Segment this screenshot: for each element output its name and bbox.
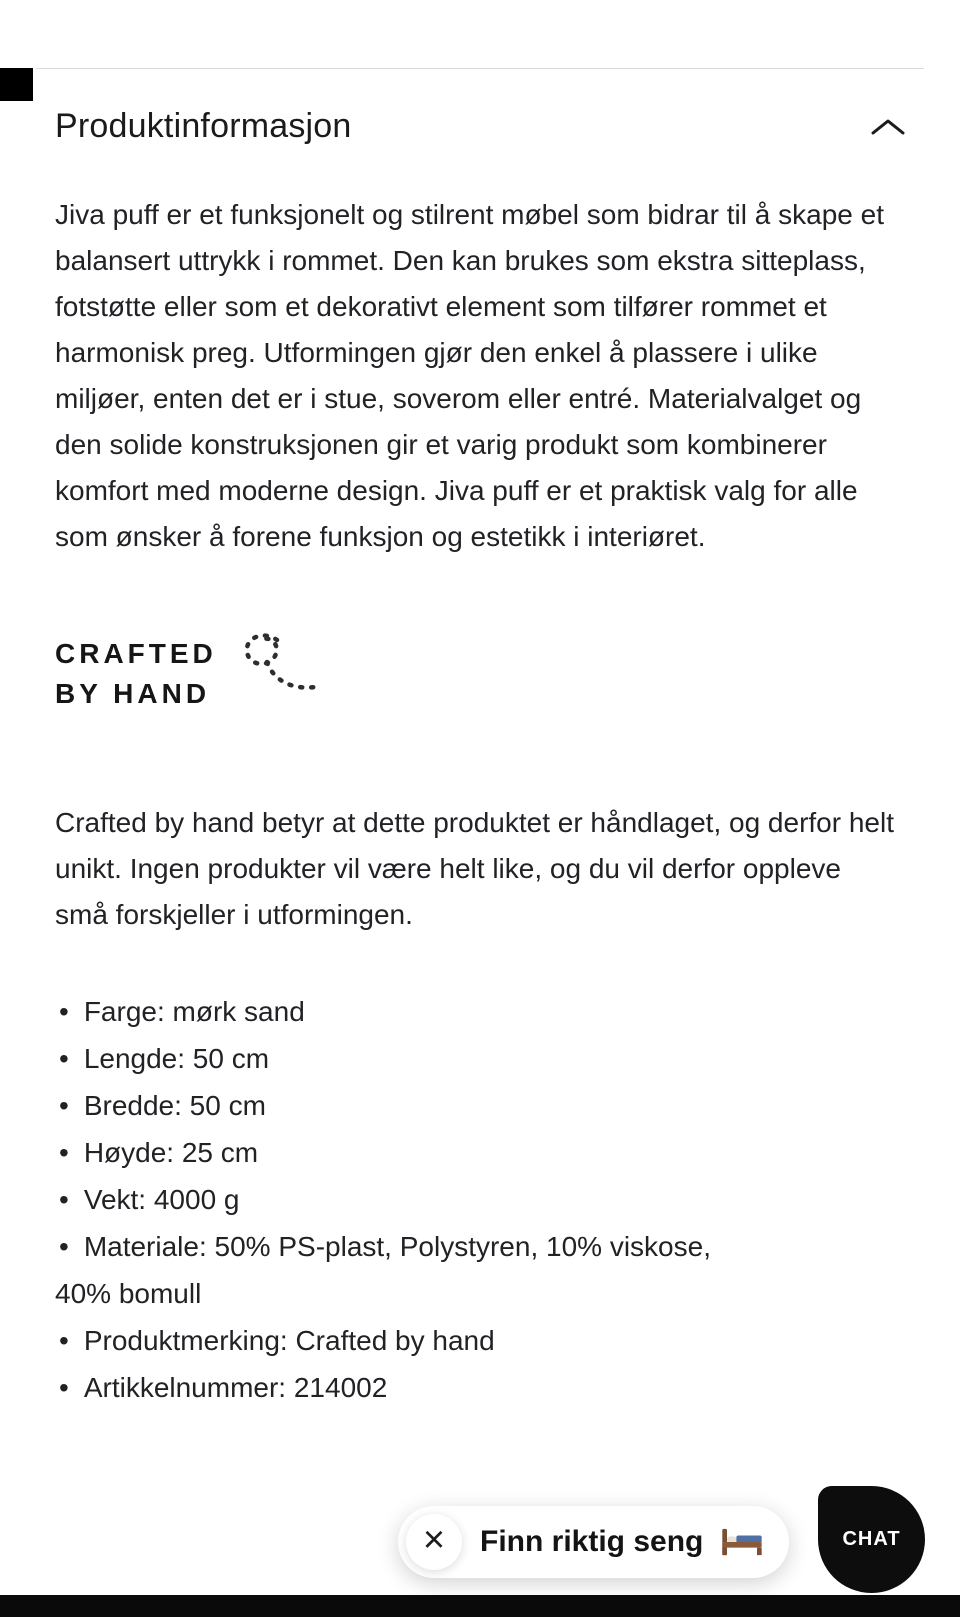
bullet-dot: • — [59, 996, 69, 1027]
bullet-dot: • — [59, 1137, 69, 1168]
product-specs-list — [55, 988, 735, 1411]
bullet-dot: • — [59, 1231, 69, 1262]
bullet-dot: • — [59, 1090, 69, 1121]
bullet-dot: • — [59, 1372, 69, 1403]
banner-label: Finn riktig seng — [480, 1525, 704, 1558]
spec-item-bredde — [55, 1082, 735, 1129]
spec-item-vekt — [55, 1176, 735, 1223]
spec-text: Artikkelnummer: 214002 — [83, 1372, 388, 1403]
spec-text: Materiale: 50% PS-plast, Polystyren, 10% viskose, 40% bomull — [55, 1231, 711, 1309]
bullet-dot: • — [59, 1325, 69, 1356]
spec-item-artikkelnummer — [55, 1364, 735, 1411]
close-icon: × — [422, 1519, 446, 1561]
crafted-logo-line1: CRAFTED — [55, 638, 217, 669]
product-description: Jiva puff er et funksjonelt og stilrent møbel som bidrar til å skape et balansert uttrykk i rommet. Den kan brukes som ekstra sitteplass, fotstøtte eller som et dekorativt element som tilfører rommet et harmonisk preg. Utformingen gjør den enkel å plassere i ulike miljøer, enten det er i stue, soverom eller entré. Materialvalget og den solide konstruksjonen gir et varig produkt som kombinerer komfort med moderne design. Jiva puff er et praktisk valg for alle som ønsker å forene funksjon og estetikk i interiøret. — [55, 199, 884, 552]
spec-item-lengde — [55, 1035, 735, 1082]
bullet-dot: • — [59, 1043, 69, 1074]
spec-text: Farge: mørk sand — [83, 996, 305, 1027]
spec-text: Vekt: 4000 g — [83, 1184, 240, 1215]
bed-icon — [721, 1527, 763, 1557]
crafted-logo-text — [55, 634, 217, 714]
chat-label: CHAT — [842, 1528, 901, 1550]
spec-text: Bredde: 50 cm — [83, 1090, 266, 1121]
chevron-up-icon — [870, 117, 906, 137]
crafted-by-hand-logo — [55, 634, 960, 714]
hand-squiggle-icon — [233, 632, 329, 704]
finn-riktig-seng-banner[interactable] — [398, 1506, 789, 1578]
spec-text: Høyde: 25 cm — [83, 1137, 259, 1168]
spec-item-farge — [55, 988, 735, 1035]
crafted-logo-line2: BY HAND — [55, 678, 211, 709]
chat-button[interactable] — [818, 1486, 925, 1593]
spec-item-materiale — [55, 1223, 735, 1317]
spec-item-produktmerking — [55, 1317, 735, 1364]
bottom-black-bar — [0, 1595, 960, 1617]
spec-item-hoyde — [55, 1129, 735, 1176]
spec-text: Produktmerking: Crafted by hand — [83, 1325, 495, 1356]
spec-text: Lengde: 50 cm — [83, 1043, 270, 1074]
collapse-button[interactable] — [864, 111, 912, 143]
bullet-dot: • — [59, 1184, 69, 1215]
product-info-accordion-header[interactable] — [0, 69, 960, 146]
top-left-black-block — [0, 68, 33, 101]
close-button[interactable] — [406, 1514, 462, 1570]
section-title: Produktinformasjon — [55, 107, 352, 145]
crafted-description: Crafted by hand betyr at dette produktet er håndlaget, og derfor helt unikt. Ingen produkter vil være helt like, og du vil derfor oppleve små forskjeller i utformingen. — [55, 807, 894, 930]
